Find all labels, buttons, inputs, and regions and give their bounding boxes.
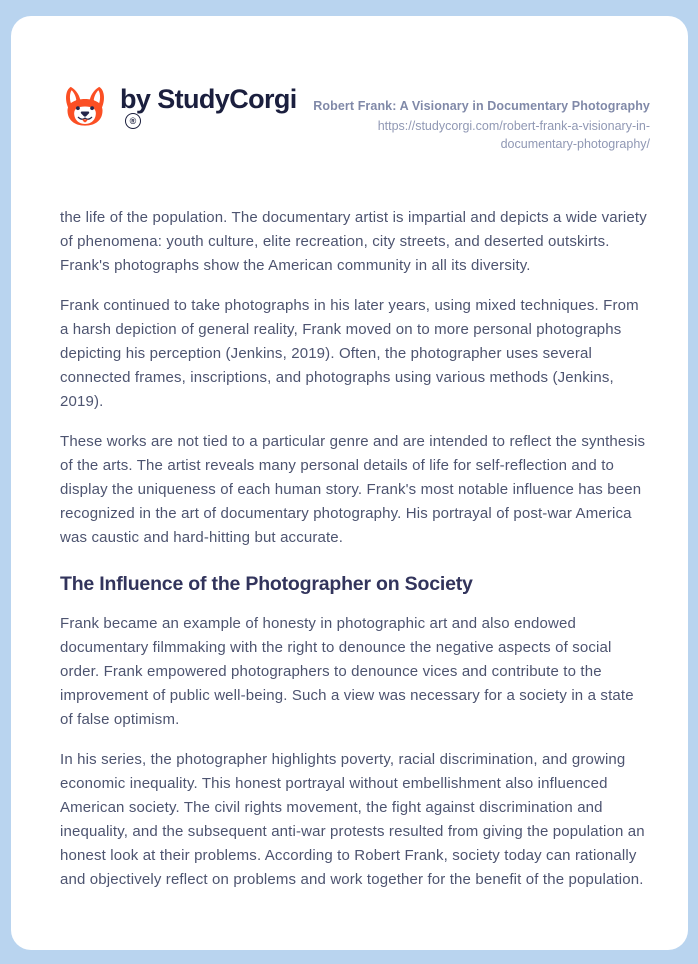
- studycorgi-brand: [60, 76, 313, 143]
- corgi-logo-icon: [60, 84, 110, 134]
- document-title: Robert Frank: A Visionary in Documentary Photography: [313, 99, 650, 113]
- document-card: [11, 16, 688, 950]
- article-paragraph: Frank became an example of honesty in photographic art and also endowed documentary filmmaking with the right to denounce the negative aspects of social order. Frank empowered photographers to denounce vices and contribute to the improvement of public well-being. Such a view was necessary for a society in a state of false optimism.: [60, 614, 634, 728]
- article-paragraph: the life of the population. The documentary artist is impartial and depicts a wide variety of phenomena: youth culture, elite recreation, city streets, and deserted outskirts. Frank's photographs show the American community in all its diversity.: [60, 208, 647, 274]
- header: [60, 76, 650, 154]
- article-paragraph: Frank continued to take photographs in his later years, using mixed techniques. From a harsh depiction of general reality, Frank moved on to more personal photographs depicting his perception (Jenkins, 2019). Often, the photographer uses several connected frames, inscriptions, and photographs using various methods (Jenkins, 2019).: [60, 296, 639, 410]
- document-url-link[interactable]: https://studycorgi.com/robert-frank-a-visionary-in-documentary-photography/: [377, 119, 650, 152]
- article-body: [60, 206, 650, 892]
- brand-text-label: by StudyCorgi: [120, 84, 297, 114]
- article-paragraph: These works are not tied to a particular genre and are intended to reflect the synthesis of the arts. The artist reveals many personal details of life for self-reflection and to display the uniqueness of each human story. Frank's most notable influence has been recognized in the art of documentary photography. His portrayal of post-war America was caustic and hard-hitting but accurate.: [60, 432, 646, 546]
- section-heading: The Influence of the Photographer on Society: [60, 572, 473, 595]
- article-paragraph: In his series, the photographer highlights poverty, racial discrimination, and growing economic inequality. This honest portrayal without embellishment also influenced American society. The civil rights movement, the fight against discrimination and inequality, and the subsequent anti-war protests resulted from giving the population an honest look at their problems. According to Robert Frank, society today can rationally and objectively reflect on problems and work together for the benefit of the population.: [60, 750, 645, 888]
- brand-text: [120, 76, 313, 143]
- registered-trademark-icon: ®: [125, 113, 141, 129]
- document-title-block: [313, 76, 650, 154]
